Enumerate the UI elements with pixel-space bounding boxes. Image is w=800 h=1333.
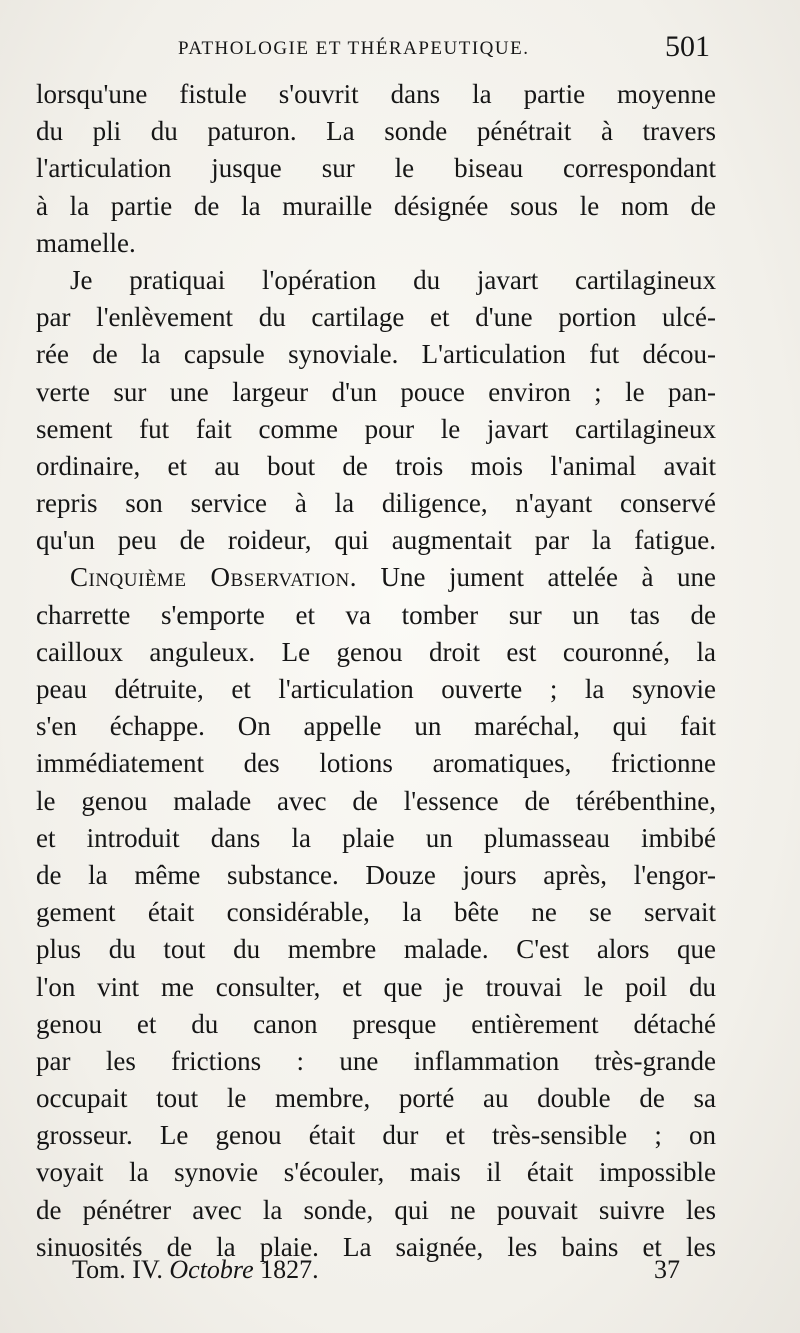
text-line: gement était considérable, la bête ne se servait [36, 897, 716, 928]
text-line: plus du tout du membre malade. C'est alors que [36, 934, 716, 965]
signature-volume: Tom. IV. [72, 1255, 170, 1284]
text-line: s'en échappe. On appelle un maréchal, qui fait [36, 711, 716, 742]
observation-heading: Cinquième Observation. [70, 562, 357, 593]
text-line: lorsqu'une fistule s'ouvrit dans la partie moyenne [36, 79, 716, 109]
text-line: occupait tout le membre, porté au double de sa [36, 1083, 716, 1114]
text-line: le genou malade avec de l'essence de térébenthine, [36, 785, 716, 816]
text-line: voyait la synovie s'écouler, mais il était impossible [36, 1157, 716, 1188]
observation-heading-line [36, 559, 716, 596]
text-line: charrette s'emporte et va tomber sur un tas de [36, 599, 716, 630]
text-line: ordinaire, et au bout de trois mois l'animal avait [36, 450, 716, 481]
paragraph-end-line: mamelle. [36, 227, 136, 258]
text-line: l'articulation jusque sur le biseau correspondant [36, 153, 716, 184]
page-number: 501 [665, 30, 710, 63]
sheet-number: 37 [654, 1255, 680, 1284]
paragraph-start-line: Je pratiquai l'opération du javart cartilagineux [70, 264, 716, 295]
body-text [36, 76, 716, 1266]
text-line: immédiatement des lotions aromatiques, frictionne [36, 748, 716, 779]
page-footer [36, 1255, 716, 1295]
text-line: de pénétrer avec la sonde, qui ne pouvait suivre les [36, 1194, 716, 1225]
signature-year: 1827. [253, 1255, 319, 1284]
text-line: repris son service à la diligence, n'ayant conservé [36, 488, 716, 519]
text-line: rée de la capsule synoviale. L'articulation fut décou- [36, 339, 716, 370]
text-line: genou et du canon presque entièrement détaché [36, 1008, 716, 1039]
text-line: sement fut fait comme pour le javart cartilagineux [36, 413, 716, 444]
page-header [170, 30, 710, 70]
running-head: PATHOLOGIE ET THÉRAPEUTIQUE. [178, 38, 530, 59]
paragraph-end-line: qu'un peu de roideur, qui augmentait par la fatigue. [36, 525, 716, 556]
text-line: du pli du paturon. La sonde pénétrait à travers [36, 116, 716, 147]
signature-month: Octobre [169, 1255, 254, 1284]
text-line: peau détruite, et l'articulation ouverte ; la synovie [36, 674, 716, 704]
observation-heading-rest: Une jument attelée à une [356, 562, 716, 593]
text-line: et introduit dans la plaie un plumasseau imbibé [36, 822, 716, 853]
text-line: de la même substance. Douze jours après, l'engor- [36, 859, 716, 890]
text-line: l'on vint me consulter, et que je trouvai le poil du [36, 971, 716, 1002]
text-line: verte sur une largeur d'un pouce environ ; le pan- [36, 376, 716, 407]
text-line: cailloux anguleux. Le genou droit est couronné, la [36, 636, 716, 667]
text-line: par l'enlèvement du cartilage et d'une portion ulcé- [36, 302, 716, 333]
text-line: sinuosités de la plaie. La saignée, les bains et les [36, 1231, 716, 1262]
text-line: par les frictions : une inflammation très-grande [36, 1045, 716, 1076]
text-line: à la partie de la muraille désignée sous le nom de [36, 190, 716, 221]
text-line: grosseur. Le genou était dur et très-sensible ; on [36, 1120, 716, 1151]
volume-signature [72, 1255, 319, 1285]
